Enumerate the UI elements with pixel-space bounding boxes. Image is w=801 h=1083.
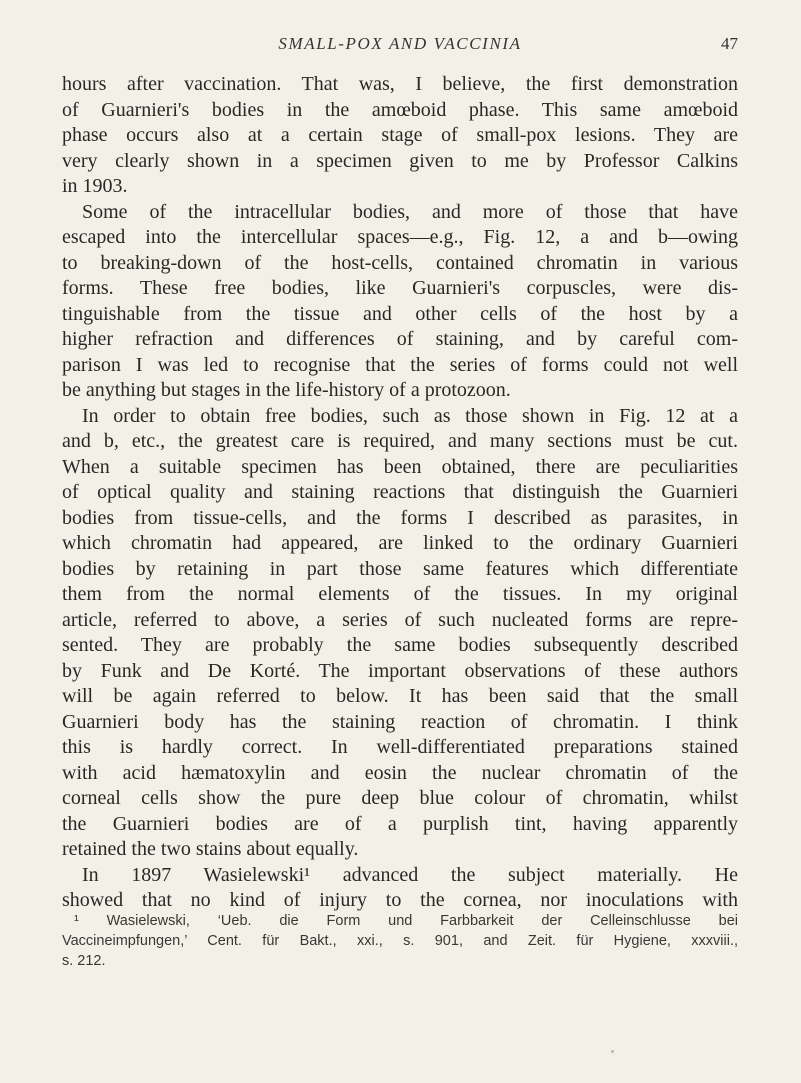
text-line: which chromatin had appeared, are linked to the ordinary Guarnieri bbox=[62, 532, 738, 554]
text-line: to breaking-down of the host-cells, contained chromatin in various bbox=[62, 251, 738, 274]
text-line: corneal cells show the pure deep blue colour of chromatin, whilst bbox=[62, 787, 738, 809]
text-line: In order to obtain free bodies, such as those shown in Fig. 12 at a bbox=[82, 404, 738, 427]
text-line: hours after vaccination. That was, I believe, the first demonstration bbox=[62, 73, 738, 95]
text-line: sented. They are probably the same bodies subsequently described bbox=[62, 634, 738, 656]
footnote-line: ¹ Wasielewski, ‘Ueb. die Form und Farbbarkeit der Celleinschlusse bei bbox=[74, 913, 738, 929]
text-line: When a suitable specimen has been obtained, there are peculiarities bbox=[62, 455, 738, 478]
text-line: higher refraction and differences of staining, and by careful com- bbox=[62, 328, 738, 350]
text-line: escaped into the intercellular spaces—e.g., Fig. 12, a and b—owing bbox=[62, 226, 738, 248]
footnote-line: s. 212. bbox=[62, 953, 106, 969]
text-line: the Guarnieri bodies are of a purplish tint, having apparently bbox=[62, 812, 738, 835]
text-line: of optical quality and staining reactions that distinguish the Guarnieri bbox=[62, 481, 738, 503]
text-line: Guarnieri body has the staining reaction of chromatin. I think bbox=[62, 710, 738, 733]
text-line: bodies by retaining in part those same features which differentiate bbox=[62, 557, 738, 580]
text-line: in 1903. bbox=[62, 175, 128, 197]
footnote-line: Vaccineimpfungen,’ Cent. für Bakt., xxi., s. 901, and Zeit. für Hygiene, xxxviii., bbox=[62, 933, 738, 949]
text-line: of Guarnieri's bodies in the amœboid phase. This same amœboid bbox=[62, 98, 738, 121]
text-line: by Funk and De Korté. The important observations of these authors bbox=[62, 659, 738, 682]
page-number: 47 bbox=[721, 34, 738, 53]
text-line: Some of the intracellular bodies, and more of those that have bbox=[82, 200, 738, 223]
body-text bbox=[62, 72, 738, 914]
footnote bbox=[62, 911, 738, 971]
text-line: with acid hæmatoxylin and eosin the nuclear chromatin of the bbox=[62, 761, 738, 784]
text-line: bodies from tissue-cells, and the forms I described as parasites, in bbox=[62, 506, 738, 529]
text-line: article, referred to above, a series of such nucleated forms are repre- bbox=[62, 608, 738, 631]
text-line: will be again referred to below. It has been said that the small bbox=[62, 685, 738, 707]
text-line: be anything but stages in the life-history of a protozoon. bbox=[62, 379, 511, 401]
text-line: this is hardly correct. In well-differentiated preparations stained bbox=[62, 736, 738, 758]
text-line: parison I was led to recognise that the series of forms could not well bbox=[62, 353, 738, 376]
text-line: tinguishable from the tissue and other cells of the host by a bbox=[62, 302, 738, 325]
page-header bbox=[62, 34, 738, 58]
text-line: phase occurs also at a certain stage of small-pox lesions. They are bbox=[62, 124, 738, 146]
paper-speck bbox=[611, 1050, 614, 1053]
text-line: and b, etc., the greatest care is required, and many sections must be cut. bbox=[62, 430, 738, 452]
text-line: retained the two stains about equally. bbox=[62, 838, 359, 860]
text-line: very clearly shown in a specimen given to me by Professor Calkins bbox=[62, 149, 738, 172]
text-line: showed that no kind of injury to the cornea, nor inoculations with bbox=[62, 889, 738, 911]
text-line: forms. These free bodies, like Guarnieri's corpuscles, were dis- bbox=[62, 277, 738, 299]
running-head: SMALL-POX AND VACCINIA bbox=[278, 34, 522, 53]
text-line: In 1897 Wasielewski¹ advanced the subject materially. He bbox=[82, 863, 738, 886]
text-line: them from the normal elements of the tissues. In my original bbox=[62, 583, 738, 605]
